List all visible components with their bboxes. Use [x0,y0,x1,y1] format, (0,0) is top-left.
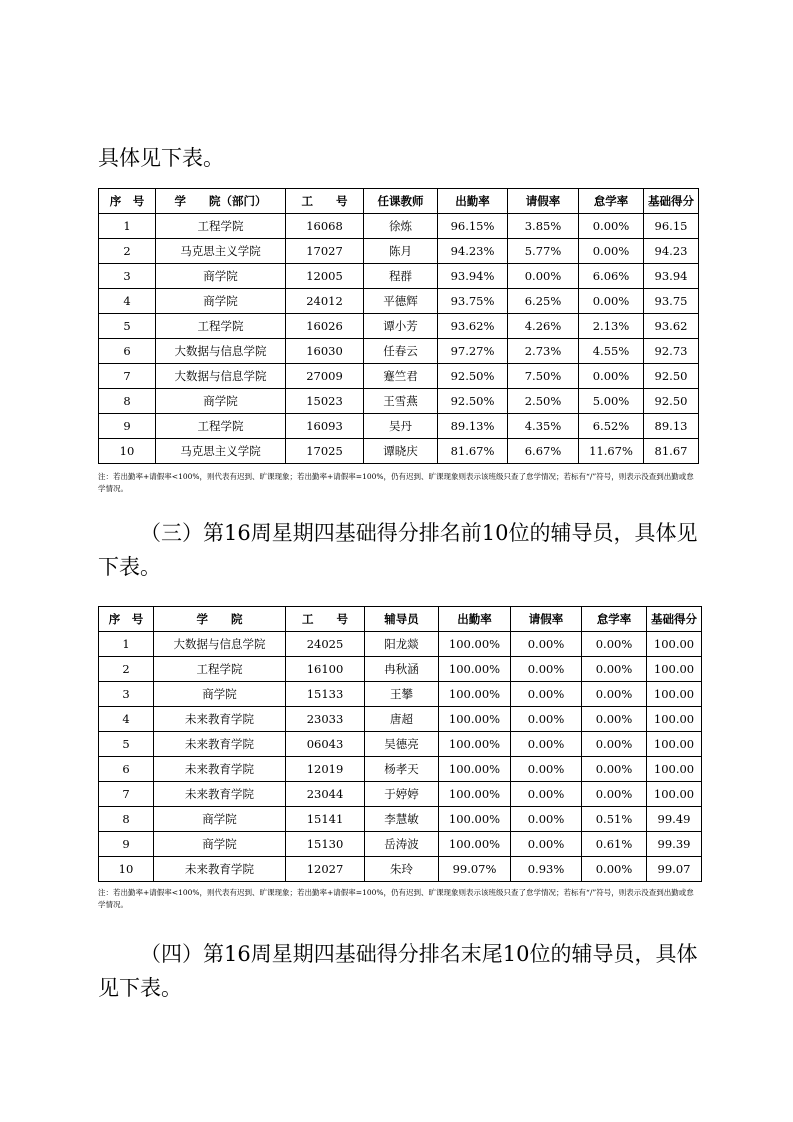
table-cell: 商学院 [154,807,286,832]
table-cell: 89.13 [644,414,699,439]
table-cell: 23044 [286,782,365,807]
table-cell: 27009 [286,364,364,389]
column-header: 工 号 [286,607,365,632]
table-cell: 7.50% [508,364,579,389]
table-cell: 王攀 [365,682,439,707]
table-cell: 0.00% [511,657,582,682]
table-row [99,364,699,389]
table-cell: 未来教育学院 [154,857,286,882]
table-cell: 未来教育学院 [154,707,286,732]
table-cell: 15133 [286,682,365,707]
table-row [99,389,699,414]
table-cell: 2.73% [508,339,579,364]
table-cell: 99.39 [647,832,702,857]
table-cell: 0.00% [582,782,647,807]
column-header: 基础得分 [647,607,702,632]
table-row [99,657,702,682]
table-cell: 工程学院 [156,214,286,239]
table-cell: 王雪燕 [364,389,438,414]
table-cell: 93.62 [644,314,699,339]
table-cell: 0.00% [511,807,582,832]
table-cell: 3 [99,682,154,707]
column-header: 任课教师 [364,189,438,214]
column-header: 请假率 [508,189,579,214]
table-cell: 吴德亮 [365,732,439,757]
table-cell: 17025 [286,439,364,464]
table-cell: 7 [99,364,156,389]
table-cell: 马克思主义学院 [156,239,286,264]
table-cell: 0.00% [579,289,644,314]
table-cell: 0.00% [511,707,582,732]
table-row [99,782,702,807]
column-header: 序 号 [99,189,156,214]
table-cell: 100.00% [439,807,511,832]
table-cell: 平德辉 [364,289,438,314]
table-row [99,339,699,364]
table-cell: 100.00% [439,682,511,707]
table-cell: 0.00% [511,757,582,782]
table-cell: 0.00% [582,757,647,782]
table-cell: 0.51% [582,807,647,832]
table-cell: 8 [99,807,154,832]
table-cell: 8 [99,389,156,414]
table-cell: 0.00% [579,214,644,239]
table-cell: 99.07 [647,857,702,882]
counselor-top10-table [98,606,702,882]
table-cell: 0.00% [579,239,644,264]
table-cell: 4.35% [508,414,579,439]
table-cell: 4 [99,289,156,314]
table-cell: 5 [99,314,156,339]
table-cell: 5.00% [579,389,644,414]
table-cell: 未来教育学院 [154,732,286,757]
table-cell: 10 [99,857,154,882]
table-cell: 100.00 [647,682,702,707]
table-cell: 6 [99,339,156,364]
table-cell: 0.00% [511,632,582,657]
table-cell: 岳涛波 [365,832,439,857]
table-row [99,757,702,782]
table-cell: 谭晓庆 [364,439,438,464]
column-header: 辅导员 [365,607,439,632]
column-header: 学 院 [154,607,286,632]
table-cell: 15130 [286,832,365,857]
table1-note: 注：若出勤率+请假率<100%，则代表有迟到、旷课现象；若出勤率+请假率=100%，仍有迟到、旷课现象则表示该班级只查了怠学情况；若标有“/”符号，则表示没查到出勤或怠学情况。 [98,472,694,493]
table-cell: 100.00% [439,707,511,732]
table-cell: 商学院 [154,832,286,857]
table-cell: 0.61% [582,832,647,857]
table-cell: 0.00% [582,732,647,757]
table-cell: 0.00% [582,682,647,707]
table-cell: 16026 [286,314,364,339]
table-cell: 93.62% [438,314,508,339]
table-cell: 5.77% [508,239,579,264]
column-header: 基础得分 [644,189,699,214]
table-cell: 商学院 [156,289,286,314]
table-cell: 93.94% [438,264,508,289]
table-cell: 16100 [286,657,365,682]
table-cell: 89.13% [438,414,508,439]
table-cell: 3 [99,264,156,289]
table-cell: 0.00% [508,264,579,289]
table-cell: 商学院 [154,682,286,707]
table-cell: 徐炼 [364,214,438,239]
table-cell: 99.07% [439,857,511,882]
table-cell: 100.00 [647,782,702,807]
table-cell: 工程学院 [156,314,286,339]
table-row [99,264,699,289]
table-cell: 100.00 [647,732,702,757]
table-cell: 4.55% [579,339,644,364]
table-header-row [99,607,702,632]
table-cell: 94.23% [438,239,508,264]
table-cell: 100.00% [439,782,511,807]
table-cell: 100.00% [439,632,511,657]
table-cell: 2.13% [579,314,644,339]
table-cell: 92.73 [644,339,699,364]
table-cell: 7 [99,782,154,807]
table-row [99,439,699,464]
table-cell: 9 [99,414,156,439]
table-cell: 任春云 [364,339,438,364]
table-cell: 0.00% [582,857,647,882]
table-cell: 程群 [364,264,438,289]
table-cell: 朱玲 [365,857,439,882]
table-cell: 97.27% [438,339,508,364]
table-cell: 100.00 [647,657,702,682]
table-cell: 6.25% [508,289,579,314]
table-cell: 16093 [286,414,364,439]
table-cell: 2.50% [508,389,579,414]
table-cell: 李慧敏 [365,807,439,832]
table-cell: 0.00% [582,632,647,657]
table-row [99,732,702,757]
table-cell: 06043 [286,732,365,757]
teacher-attendance-table [98,188,699,464]
table-cell: 100.00% [439,757,511,782]
table-row [99,832,702,857]
table-cell: 1 [99,632,154,657]
table-cell: 未来教育学院 [154,757,286,782]
table-cell: 12027 [286,857,365,882]
table-cell: 蹇竺君 [364,364,438,389]
table-cell: 16030 [286,339,364,364]
table-cell: 0.00% [582,707,647,732]
table-cell: 4 [99,707,154,732]
table-row [99,239,699,264]
table-row [99,289,699,314]
table-cell: 2 [99,239,156,264]
column-header: 请假率 [511,607,582,632]
table-cell: 6 [99,757,154,782]
table-cell: 96.15 [644,214,699,239]
table-cell: 0.00% [511,782,582,807]
table-row [99,314,699,339]
table-cell: 1 [99,214,156,239]
section-4-heading: （四）第16周星期四基础得分排名末尾10位的辅导员，具体见下表。 [98,942,698,1000]
table-cell: 杨孝天 [365,757,439,782]
table-cell: 11.67% [579,439,644,464]
table2-note: 注：若出勤率+请假率<100%，则代表有迟到、旷课现象；若出勤率+请假率=100%，仍有迟到、旷课现象则表示该班级只查了怠学情况；若标有“/”符号，则表示没查到出勤或怠学情况。 [98,888,694,909]
table-row [99,707,702,732]
table-row [99,414,699,439]
table-cell: 81.67 [644,439,699,464]
table-cell: 3.85% [508,214,579,239]
table-cell: 12019 [286,757,365,782]
table-cell: 阳龙燚 [365,632,439,657]
table-cell: 0.00% [511,732,582,757]
table-cell: 12005 [286,264,364,289]
table-cell: 工程学院 [154,657,286,682]
table-cell: 0.00% [579,364,644,389]
column-header: 出勤率 [439,607,511,632]
table-cell: 92.50% [438,364,508,389]
table-row [99,807,702,832]
table-cell: 100.00% [439,657,511,682]
table-cell: 15141 [286,807,365,832]
table-cell: 谭小芳 [364,314,438,339]
table-cell: 93.75 [644,289,699,314]
table-cell: 93.75% [438,289,508,314]
table-cell: 99.49 [647,807,702,832]
table-cell: 4.26% [508,314,579,339]
table-cell: 6.06% [579,264,644,289]
table-cell: 92.50 [644,364,699,389]
table-cell: 未来教育学院 [154,782,286,807]
table-cell: 94.23 [644,239,699,264]
table-row [99,857,702,882]
table-cell: 大数据与信息学院 [156,364,286,389]
table-cell: 冉秋涵 [365,657,439,682]
table-row [99,682,702,707]
table-cell: 0.00% [582,657,647,682]
table-cell: 大数据与信息学院 [156,339,286,364]
table-cell: 10 [99,439,156,464]
table-cell: 24012 [286,289,364,314]
table-cell: 93.94 [644,264,699,289]
table-cell: 9 [99,832,154,857]
table-cell: 100.00 [647,632,702,657]
table-cell: 唐超 [365,707,439,732]
table-cell: 6.52% [579,414,644,439]
table-cell: 5 [99,732,154,757]
table-cell: 100.00 [647,707,702,732]
column-header: 序 号 [99,607,154,632]
table-cell: 于婷婷 [365,782,439,807]
table-cell: 马克思主义学院 [156,439,286,464]
column-header: 工 号 [286,189,364,214]
table-row [99,214,699,239]
table-cell: 16068 [286,214,364,239]
section-3-heading: （三）第16周星期四基础得分排名前10位的辅导员，具体见下表。 [98,521,698,579]
table-cell: 0.00% [511,682,582,707]
table-cell: 96.15% [438,214,508,239]
table-row [99,632,702,657]
table-cell: 吴丹 [364,414,438,439]
table-cell: 0.93% [511,857,582,882]
table-cell: 100.00% [439,732,511,757]
table-cell: 92.50 [644,389,699,414]
table-cell: 92.50% [438,389,508,414]
table-cell: 24025 [286,632,365,657]
table-cell: 17027 [286,239,364,264]
table-cell: 0.00% [511,832,582,857]
column-header: 出勤率 [438,189,508,214]
table-cell: 23033 [286,707,365,732]
table-cell: 15023 [286,389,364,414]
table-cell: 工程学院 [156,414,286,439]
table-cell: 大数据与信息学院 [154,632,286,657]
table-header-row [99,189,699,214]
table-cell: 2 [99,657,154,682]
table-cell: 商学院 [156,264,286,289]
table-cell: 商学院 [156,389,286,414]
column-header: 怠学率 [582,607,647,632]
column-header: 怠学率 [579,189,644,214]
table-cell: 100.00% [439,832,511,857]
table-cell: 陈月 [364,239,438,264]
column-header: 学 院（部门） [156,189,286,214]
table-cell: 6.67% [508,439,579,464]
table-cell: 100.00 [647,757,702,782]
intro-text: 具体见下表。 [98,146,224,170]
table-cell: 81.67% [438,439,508,464]
